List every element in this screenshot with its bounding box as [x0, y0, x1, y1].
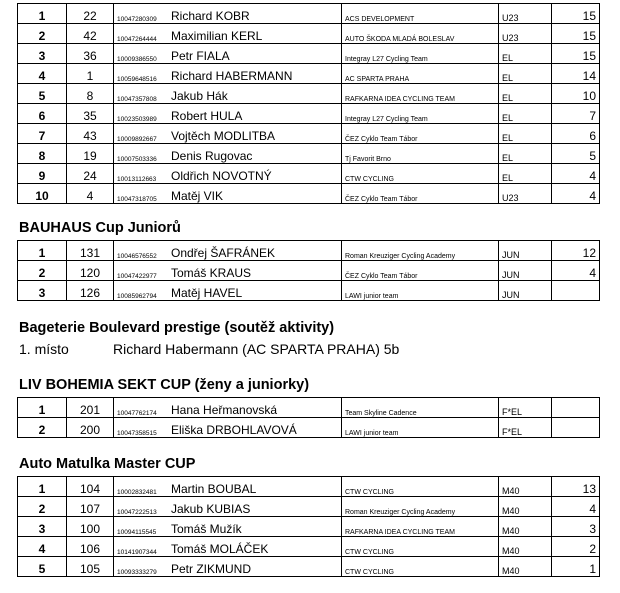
category-cell: M40	[499, 497, 552, 517]
category-cell: JUN	[499, 241, 552, 261]
position-cell: 10	[18, 184, 67, 204]
rider-name-cell: Denis Rugovac	[168, 144, 342, 164]
position-cell: 4	[18, 537, 67, 557]
juniors-table	[17, 240, 600, 301]
position-cell: 3	[18, 517, 67, 537]
uci-id-cell: 10047280309	[114, 4, 169, 24]
position-cell: 3	[18, 281, 67, 301]
uci-id-cell: 10007503336	[114, 144, 169, 164]
uci-id-cell: 10047358515	[114, 418, 169, 438]
uci-id-cell: 10141907344	[114, 537, 169, 557]
points-cell: 15	[552, 44, 600, 64]
position-cell: 9	[18, 164, 67, 184]
position-cell: 2	[18, 24, 67, 44]
points-cell: 2	[552, 537, 600, 557]
start-number-cell: 126	[67, 281, 114, 301]
table-row	[18, 537, 600, 557]
points-cell	[552, 418, 600, 438]
category-cell: JUN	[499, 281, 552, 301]
uci-id-cell: 10094115545	[114, 517, 169, 537]
points-cell: 4	[552, 184, 600, 204]
position-cell: 5	[18, 84, 67, 104]
uci-id-cell: 10013112663	[114, 164, 169, 184]
team-cell: CTW CYCLING	[342, 477, 499, 497]
rider-name-cell: Richard KOBR	[168, 4, 342, 24]
points-cell: 14	[552, 64, 600, 84]
uci-id-cell: 10085962794	[114, 281, 169, 301]
juniors-heading: BAUHAUS Cup Juniorů	[19, 220, 181, 236]
team-cell: ACS DEVELOPMENT	[342, 4, 499, 24]
rider-name-cell: Ondřej ŠAFRÁNEK	[168, 241, 342, 261]
team-cell: Tj Favorit Brno	[342, 144, 499, 164]
points-cell: 3	[552, 517, 600, 537]
table-row	[18, 497, 600, 517]
table-row	[18, 24, 600, 44]
rider-name-cell: Martin BOUBAL	[168, 477, 342, 497]
uci-id-cell: 10009892667	[114, 124, 169, 144]
points-cell: 4	[552, 497, 600, 517]
team-cell: CTW CYCLING	[342, 557, 499, 577]
team-cell: ČEZ Cyklo Team Tábor	[342, 184, 499, 204]
points-cell: 5	[552, 144, 600, 164]
points-cell: 12	[552, 241, 600, 261]
points-cell: 4	[552, 164, 600, 184]
women-heading: LIV BOHEMIA SEKT CUP (ženy a juniorky)	[19, 377, 310, 393]
rider-name-cell: Robert HULA	[168, 104, 342, 124]
masters-table	[17, 476, 600, 577]
category-cell: EL	[499, 64, 552, 84]
start-number-cell: 105	[67, 557, 114, 577]
points-cell	[552, 398, 600, 418]
team-cell: CTW CYCLING	[342, 537, 499, 557]
position-cell: 8	[18, 144, 67, 164]
category-cell: EL	[499, 44, 552, 64]
category-cell: M40	[499, 557, 552, 577]
points-cell: 6	[552, 124, 600, 144]
uci-id-cell: 10009386550	[114, 44, 169, 64]
start-number-cell: 1	[67, 64, 114, 84]
category-cell: U23	[499, 184, 552, 204]
uci-id-cell: 10047222513	[114, 497, 169, 517]
uci-id-cell: 10047422977	[114, 261, 169, 281]
start-number-cell: 131	[67, 241, 114, 261]
position-cell: 3	[18, 44, 67, 64]
category-cell: EL	[499, 104, 552, 124]
start-number-cell: 100	[67, 517, 114, 537]
table-row	[18, 144, 600, 164]
uci-id-cell: 10046576552	[114, 241, 169, 261]
start-number-cell: 22	[67, 4, 114, 24]
category-cell: EL	[499, 124, 552, 144]
category-cell: U23	[499, 24, 552, 44]
category-cell: JUN	[499, 261, 552, 281]
team-cell: AUTO ŠKODA MLADÁ BOLESLAV	[342, 24, 499, 44]
start-number-cell: 43	[67, 124, 114, 144]
activity-winner-line	[19, 341, 399, 357]
activity-winner: Richard Habermann (AC SPARTA PRAHA) 5b	[113, 341, 400, 357]
table-row	[18, 418, 600, 438]
table-row	[18, 104, 600, 124]
rider-name-cell: Jakub Hák	[168, 84, 342, 104]
category-cell: M40	[499, 517, 552, 537]
start-number-cell: 201	[67, 398, 114, 418]
team-cell: Team Skyline Cadence	[342, 398, 499, 418]
category-cell: EL	[499, 144, 552, 164]
category-cell: U23	[499, 4, 552, 24]
position-cell: 5	[18, 557, 67, 577]
category-cell: M40	[499, 477, 552, 497]
rider-name-cell: Tomáš MOLÁČEK	[168, 537, 342, 557]
women-table	[17, 397, 600, 438]
position-cell: 1	[18, 4, 67, 24]
uci-id-cell: 10002832481	[114, 477, 169, 497]
rider-name-cell: Maximilian KERL	[168, 24, 342, 44]
rider-name-cell: Matěj VIK	[168, 184, 342, 204]
category-cell: F*EL	[499, 398, 552, 418]
rider-name-cell: Jakub KUBIAS	[168, 497, 342, 517]
rider-name-cell: Petr FIALA	[168, 44, 342, 64]
top-results-table	[17, 3, 600, 204]
table-row	[18, 164, 600, 184]
team-cell: Roman Kreuziger Cycling Academy	[342, 241, 499, 261]
team-cell: Integray L27 Cycling Team	[342, 44, 499, 64]
position-cell: 4	[18, 64, 67, 84]
uci-id-cell: 10023503989	[114, 104, 169, 124]
table-row	[18, 557, 600, 577]
start-number-cell: 24	[67, 164, 114, 184]
rider-name-cell: Petr ZIKMUND	[168, 557, 342, 577]
table-row	[18, 398, 600, 418]
points-cell: 1	[552, 557, 600, 577]
start-number-cell: 8	[67, 84, 114, 104]
points-cell: 7	[552, 104, 600, 124]
position-cell: 1	[18, 398, 67, 418]
table-row	[18, 477, 600, 497]
points-cell: 4	[552, 261, 600, 281]
points-cell: 13	[552, 477, 600, 497]
uci-id-cell: 10047318705	[114, 184, 169, 204]
team-cell: RAFKARNA IDEA CYCLING TEAM	[342, 517, 499, 537]
table-row	[18, 184, 600, 204]
points-cell: 15	[552, 4, 600, 24]
rider-name-cell: Eliška DRBOHLAVOVÁ	[168, 418, 342, 438]
team-cell: Integray L27 Cycling Team	[342, 104, 499, 124]
points-cell: 10	[552, 84, 600, 104]
position-cell: 2	[18, 497, 67, 517]
position-cell: 2	[18, 261, 67, 281]
position-cell: 1	[18, 477, 67, 497]
rider-name-cell: Hana Heřmanovská	[168, 398, 342, 418]
activity-place: 1. místo	[19, 341, 69, 357]
rider-name-cell: Matěj HAVEL	[168, 281, 342, 301]
position-cell: 6	[18, 104, 67, 124]
rider-name-cell: Tomáš KRAUS	[168, 261, 342, 281]
uci-id-cell: 10047762174	[114, 398, 169, 418]
team-cell: ČEZ Cyklo Team Tábor	[342, 124, 499, 144]
team-cell: AC SPARTA PRAHA	[342, 64, 499, 84]
activity-heading: Bageterie Boulevard prestige (soutěž aktivity)	[19, 320, 335, 336]
points-cell	[552, 281, 600, 301]
team-cell: ČEZ Cyklo Team Tábor	[342, 261, 499, 281]
table-row	[18, 44, 600, 64]
start-number-cell: 200	[67, 418, 114, 438]
start-number-cell: 120	[67, 261, 114, 281]
position-cell: 2	[18, 418, 67, 438]
table-row	[18, 84, 600, 104]
position-cell: 7	[18, 124, 67, 144]
uci-id-cell: 10093333279	[114, 557, 169, 577]
points-cell: 15	[552, 24, 600, 44]
start-number-cell: 106	[67, 537, 114, 557]
rider-name-cell: Tomáš Mužík	[168, 517, 342, 537]
team-cell: CTW CYCLING	[342, 164, 499, 184]
start-number-cell: 107	[67, 497, 114, 517]
rider-name-cell: Oldřich NOVOTNÝ	[168, 164, 342, 184]
team-cell: LAWI junior team	[342, 281, 499, 301]
start-number-cell: 19	[67, 144, 114, 164]
uci-id-cell: 10047357808	[114, 84, 169, 104]
start-number-cell: 42	[67, 24, 114, 44]
start-number-cell: 36	[67, 44, 114, 64]
rider-name-cell: Vojtěch MODLITBA	[168, 124, 342, 144]
masters-heading: Auto Matulka Master CUP	[19, 456, 196, 472]
team-cell: LAWI junior team	[342, 418, 499, 438]
table-row	[18, 281, 600, 301]
start-number-cell: 35	[67, 104, 114, 124]
table-row	[18, 261, 600, 281]
category-cell: F*EL	[499, 418, 552, 438]
rider-name-cell: Richard HABERMANN	[168, 64, 342, 84]
table-row	[18, 64, 600, 84]
start-number-cell: 4	[67, 184, 114, 204]
table-row	[18, 4, 600, 24]
position-cell: 1	[18, 241, 67, 261]
category-cell: EL	[499, 164, 552, 184]
table-row	[18, 517, 600, 537]
uci-id-cell: 10047264444	[114, 24, 169, 44]
table-row	[18, 124, 600, 144]
table-row	[18, 241, 600, 261]
category-cell: M40	[499, 537, 552, 557]
start-number-cell: 104	[67, 477, 114, 497]
team-cell: Roman Kreuziger Cycling Academy	[342, 497, 499, 517]
uci-id-cell: 10059648516	[114, 64, 169, 84]
category-cell: EL	[499, 84, 552, 104]
team-cell: RAFKARNA IDEA CYCLING TEAM	[342, 84, 499, 104]
